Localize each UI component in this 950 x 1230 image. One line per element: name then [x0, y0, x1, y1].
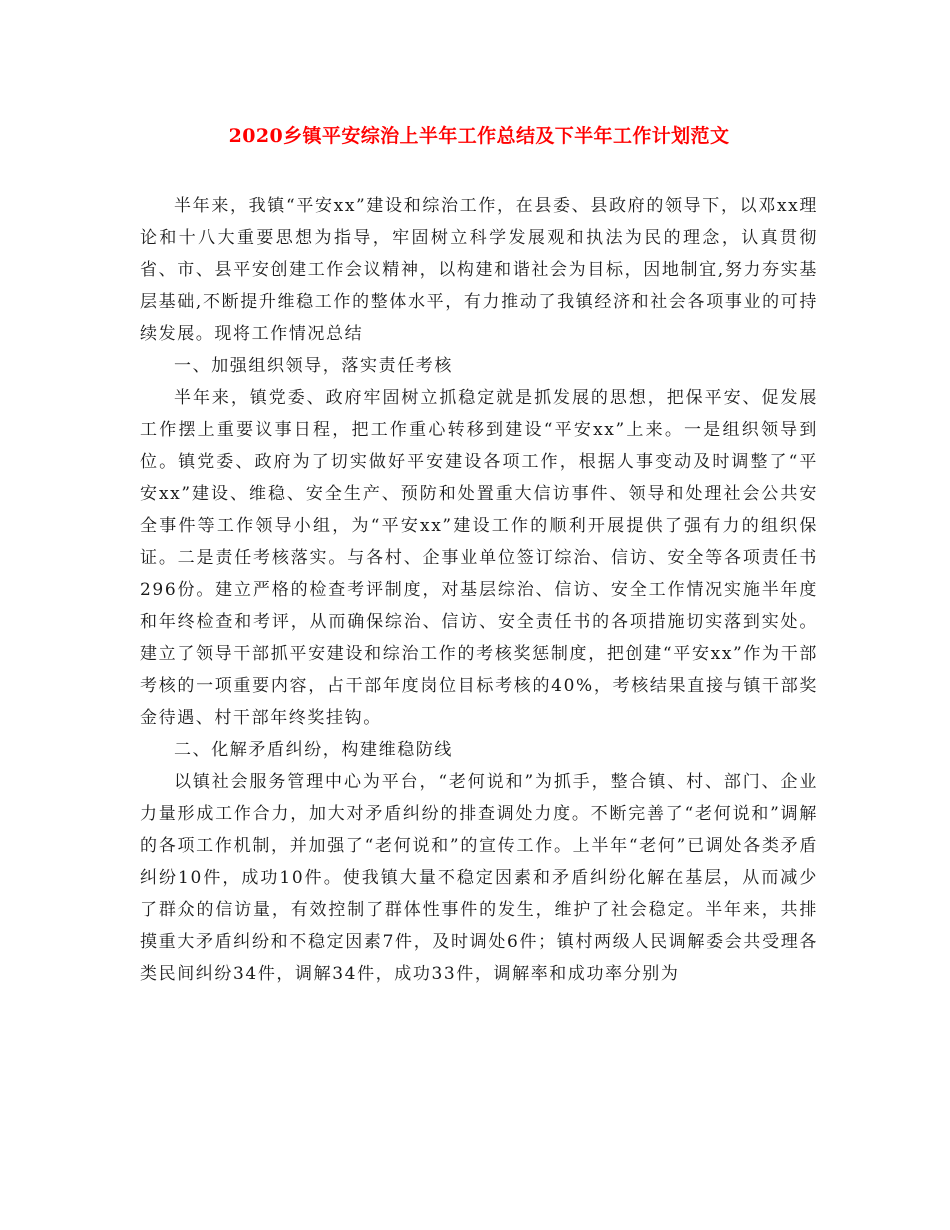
section-heading-2: 二、化解矛盾纠纷，构建维稳防线 [174, 740, 453, 760]
section-heading-1: 一、加强组织领导，落实责任考核 [174, 356, 453, 376]
intro-paragraph: 半年来，我镇“平安xx”建设和综治工作，在县委、县政府的领导下，以邓xx理论和十八大重要思想为指导，牢固树立科学发展观和执法为民的理念，认真贯彻省、市、县平安创建工作会议精神，以构建和谐社会为目标，因地制宜,努力夯实基层基础,不断提升维稳工作的整体水平，有力推动了我镇经济和社会各项事业的可持续发展。现将工作情况总结 [140, 196, 818, 344]
document-title: 2020乡镇平安综治上半年工作总结及下半年工作计划范文 [228, 125, 730, 147]
section-1-paragraph: 半年来，镇党委、政府牢固树立抓稳定就是抓发展的思想，把保平安、促发展工作摆上重要议事日程，把工作重心转移到建设“平安xx”上来。一是组织领导到位。镇党委、政府为了切实做好平安建设各项工作，根据人事变动及时调整了“平安xx”建设、维稳、安全生产、预防和处置重大信访事件、领导和处理社会公共安全事件等工作领导小组，为“平安xx”建设工作的顺利开展提供了强有力的组织保证。二是责任考核落实。与各村、企事业单位签订综治、信访、安全等各项责任书296份。建立严格的检查考评制度，对基层综治、信访、安全工作情况实施半年度和年终检查和考评，从而确保综治、信访、安全责任书的各项措施切实落到实处。建立了领导干部抓平安建设和综治工作的考核奖惩制度，把创建“平安xx”作为干部考核的一项重要内容，占干部年度岗位目标考核的40%，考核结果直接与镇干部奖金待遇、村干部年终奖挂钩。 [140, 388, 818, 728]
document-body [140, 190, 818, 990]
section-2-paragraph: 以镇社会服务管理中心为平台，“老何说和”为抓手，整合镇、村、部门、企业力量形成工作合力，加大对矛盾纠纷的排查调处力度。不断完善了“老何说和”调解的各项工作机制，并加强了“老何说和”的宣传工作。上半年“老何”已调处各类矛盾纠纷10件，成功10件。使我镇大量不稳定因素和矛盾纠纷化解在基层，从而减少了群众的信访量，有效控制了群体性事件的发生，维护了社会稳定。半年来，共排摸重大矛盾纠纷和不稳定因素7件，及时调处6件；镇村两级人民调解委会共受理各类民间纠纷34件，调解34件，成功33件，调解率和成功率分别为 [140, 772, 818, 984]
